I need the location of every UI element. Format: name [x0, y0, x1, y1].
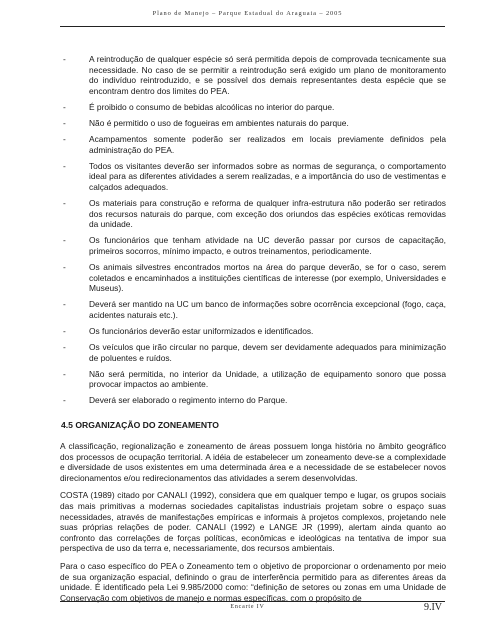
bullet-marker: -	[63, 395, 66, 406]
page-number: 9.IV	[423, 602, 442, 613]
list-item-text: Deverá ser elaborado o regimento interno do Parque.	[89, 395, 288, 406]
list-item	[63, 102, 446, 113]
list-item-text: Deverá ser mantido na UC um banco de informações sobre ocorrência excepcional (fogo, caça, acidentes naturais etc.).	[89, 299, 446, 320]
bullet-marker: -	[63, 325, 66, 336]
bullet-marker: -	[63, 117, 66, 128]
list-item-text: Todos os visitantes deverão ser informados sobre as normas de segurança, o comportamento ideal para as diferentes atividades a serem realizadas, e a importância do uso de vestimentas e calçados adequados.	[89, 160, 446, 192]
list-item	[63, 326, 446, 337]
bullet-marker: -	[63, 134, 66, 145]
list-item-text: A reintrodução de qualquer espécie só será permitida depois de comprovada tecnicamente sua necessidade. No caso de se permitir a reintrodução será exigido um plano de monitoramento do indivíduo reintroduzido, e se possível dos demais representantes desta espécie que se encontram dentro dos limites do PEA.	[89, 54, 446, 96]
list-item	[63, 134, 446, 155]
section-body	[60, 441, 446, 603]
running-header: Plano de Manejo – Parque Estadual do Araguaia – 2005	[152, 10, 343, 17]
bullet-marker: -	[63, 101, 66, 112]
paragraph: Para o caso específico do PEA o Zoneamento tem o objetivo de proporcionar o ordenamento por meio de sua organização espacial, definindo o grau de interferência permitido para as diferentes áreas da unidade. É identificado pela Lei 9.985/2000 como: “definição de setores ou zonas em uma Unidade de Conservação com objetivos de manejo e normas específicas, com o propósito de	[60, 560, 446, 603]
bullet-marker: -	[63, 299, 66, 310]
list-item-text: Os funcionários que tenham atividade na UC deverão passar por cursos de capacitação, primeiros socorros, mínimo impacto, e outros treinamentos, periodicamente.	[89, 235, 446, 256]
list-item-text: Os veículos que irão circular no parque, devem ser devidamente adequados para minimização de poluentes e ruídos.	[89, 342, 446, 363]
section-title: 4.5 ORGANIZAÇÃO DO ZONEAMENTO	[61, 420, 219, 431]
list-item-text: Não é permitido o uso de fogueiras em ambientes naturais do parque.	[89, 117, 349, 128]
list-item-text: Os funcionários deverão estar uniformizados e identificados.	[89, 325, 314, 336]
paragraph: A classificação, regionalização e zoneamento de áreas possuem longa história no âmbito geográfico dos processos de ocupação territorial. A idéia de estabelecer um zoneamento deve-se a complexidade e diversidade de usos existentes em uma determinada área e a necessidade de se estabelecer novos direcionamentos e/ou redirecionamentos das atividades a serem desenvolvidas.	[60, 441, 446, 483]
list-item	[63, 198, 446, 230]
paragraph: COSTA (1989) citado por CANALI (1992), considera que em qualquer tempo e lugar, os grupos sociais das mais primitivas a modernas sociedades capitalistas industriais projetam sobre o espaço suas necessidades, através de manifestações empíricas e informais à projetos complexos, projetando nele suas próprias relações de poder. CANALI (1992) e LANGE JR (1999), alertam ainda quanto ao confronto das correlações de forças políticas, econômicas e ideológicas na tentativa de impor sua perspectiva de uso da terra e, necessariamente, dos recursos ambientais.	[60, 490, 446, 554]
bullet-marker: -	[63, 235, 66, 246]
bullet-marker: -	[63, 262, 66, 272]
list-item	[63, 342, 446, 363]
list-item	[63, 262, 446, 294]
bullet-marker: -	[63, 342, 66, 353]
bullet-marker: -	[63, 54, 66, 64]
list-item	[63, 369, 446, 390]
bullet-marker: -	[63, 160, 66, 171]
list-item-text: Não será permitida, no interior da Unidade, a utilização de equipamento sonoro que possa provocar impactos ao ambiente.	[89, 368, 446, 390]
list-item	[63, 161, 446, 193]
bullet-marker: -	[63, 368, 66, 379]
list-item-text: Os materiais para construção e reforma de qualquer infra-estrutura não poderão ser retirados dos recursos naturais do parque, com exceção dos oriundos das espécies exóticas removidas da unidade.	[89, 198, 446, 230]
list-item	[63, 299, 446, 320]
list-item	[63, 118, 446, 129]
rules-list	[63, 54, 446, 406]
footer-label: Encarte IV	[230, 604, 265, 610]
page-content	[60, 54, 446, 610]
footer-rule	[60, 601, 445, 602]
list-item-text: É proibido o consumo de bebidas alcoólicas no interior do parque.	[89, 101, 335, 112]
list-item-text: Acampamentos somente poderão ser realizados em locais previamente definidos pela administração do PEA.	[89, 134, 446, 155]
list-item	[63, 395, 446, 406]
header-rule	[60, 26, 445, 27]
list-item	[63, 54, 446, 96]
bullet-marker: -	[63, 198, 66, 209]
list-item	[63, 235, 446, 256]
list-item-text: Os animais silvestres encontrados mortos na área do parque deverão, se for o caso, serem coletados e encaminhados a instituições científicas de interesse (por exemplo, Universidades e Museus).	[89, 262, 446, 294]
